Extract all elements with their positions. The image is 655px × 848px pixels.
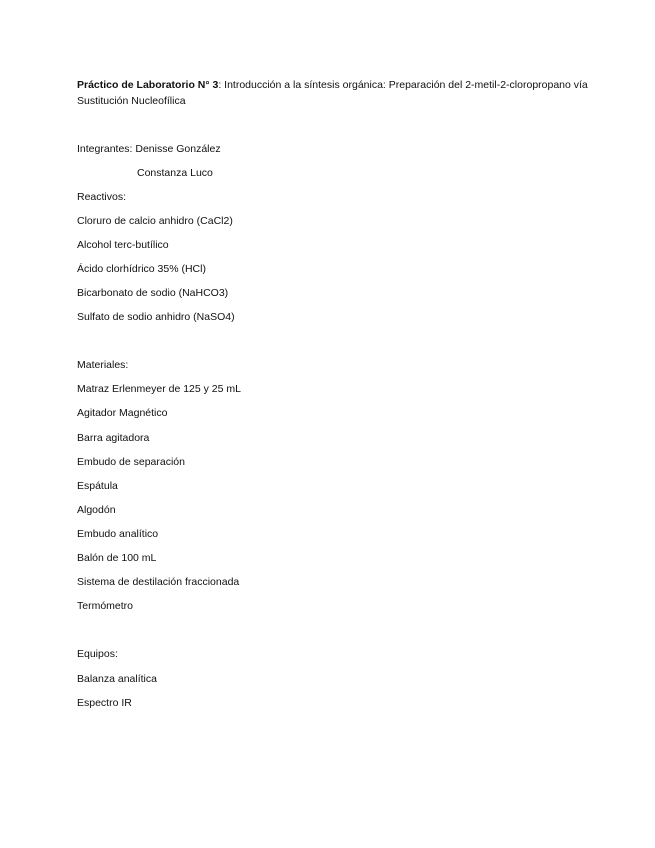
material-item: Algodón xyxy=(77,504,116,516)
material-item: Barra agitadora xyxy=(77,432,150,444)
title-bold: Práctico de Laboratorio N° 3 xyxy=(77,79,219,91)
reactivo-item: Ácido clorhídrico 35% (HCl) xyxy=(77,263,206,275)
material-item: Espátula xyxy=(77,480,118,492)
materiales-heading: Materiales: xyxy=(77,359,129,371)
integrantes-line: Integrantes: Denisse González xyxy=(77,143,221,155)
material-item: Sistema de destilación fraccionada xyxy=(77,576,240,588)
material-item: Embudo de separación xyxy=(77,456,185,468)
material-item: Embudo analítico xyxy=(77,528,159,540)
equipo-item: Espectro IR xyxy=(77,697,132,709)
reactivo-item: Alcohol terc-butílico xyxy=(77,239,169,251)
reactivo-item: Cloruro de calcio anhidro (CaCl2) xyxy=(77,215,233,227)
equipo-item: Balanza analítica xyxy=(77,673,157,685)
material-item: Termómetro xyxy=(77,600,134,612)
reactivo-item: Sulfato de sodio anhidro (NaSO4) xyxy=(77,311,235,323)
integrante-2: Constanza Luco xyxy=(137,167,213,179)
reactivo-item: Bicarbonato de sodio (NaHCO3) xyxy=(77,287,229,299)
document-title xyxy=(77,77,597,109)
equipos-heading: Equipos: xyxy=(77,648,118,660)
title-rest: : Introducción a la síntesis orgánica: Preparación del 2-metil-2-cloropropano vía Sustitución Nucleofílica xyxy=(77,79,588,107)
material-item: Agitador Magnético xyxy=(77,407,168,419)
reactivos-heading: Reactivos: xyxy=(77,191,127,203)
material-item: Matraz Erlenmeyer de 125 y 25 mL xyxy=(77,383,241,395)
material-item: Balón de 100 mL xyxy=(77,552,157,564)
